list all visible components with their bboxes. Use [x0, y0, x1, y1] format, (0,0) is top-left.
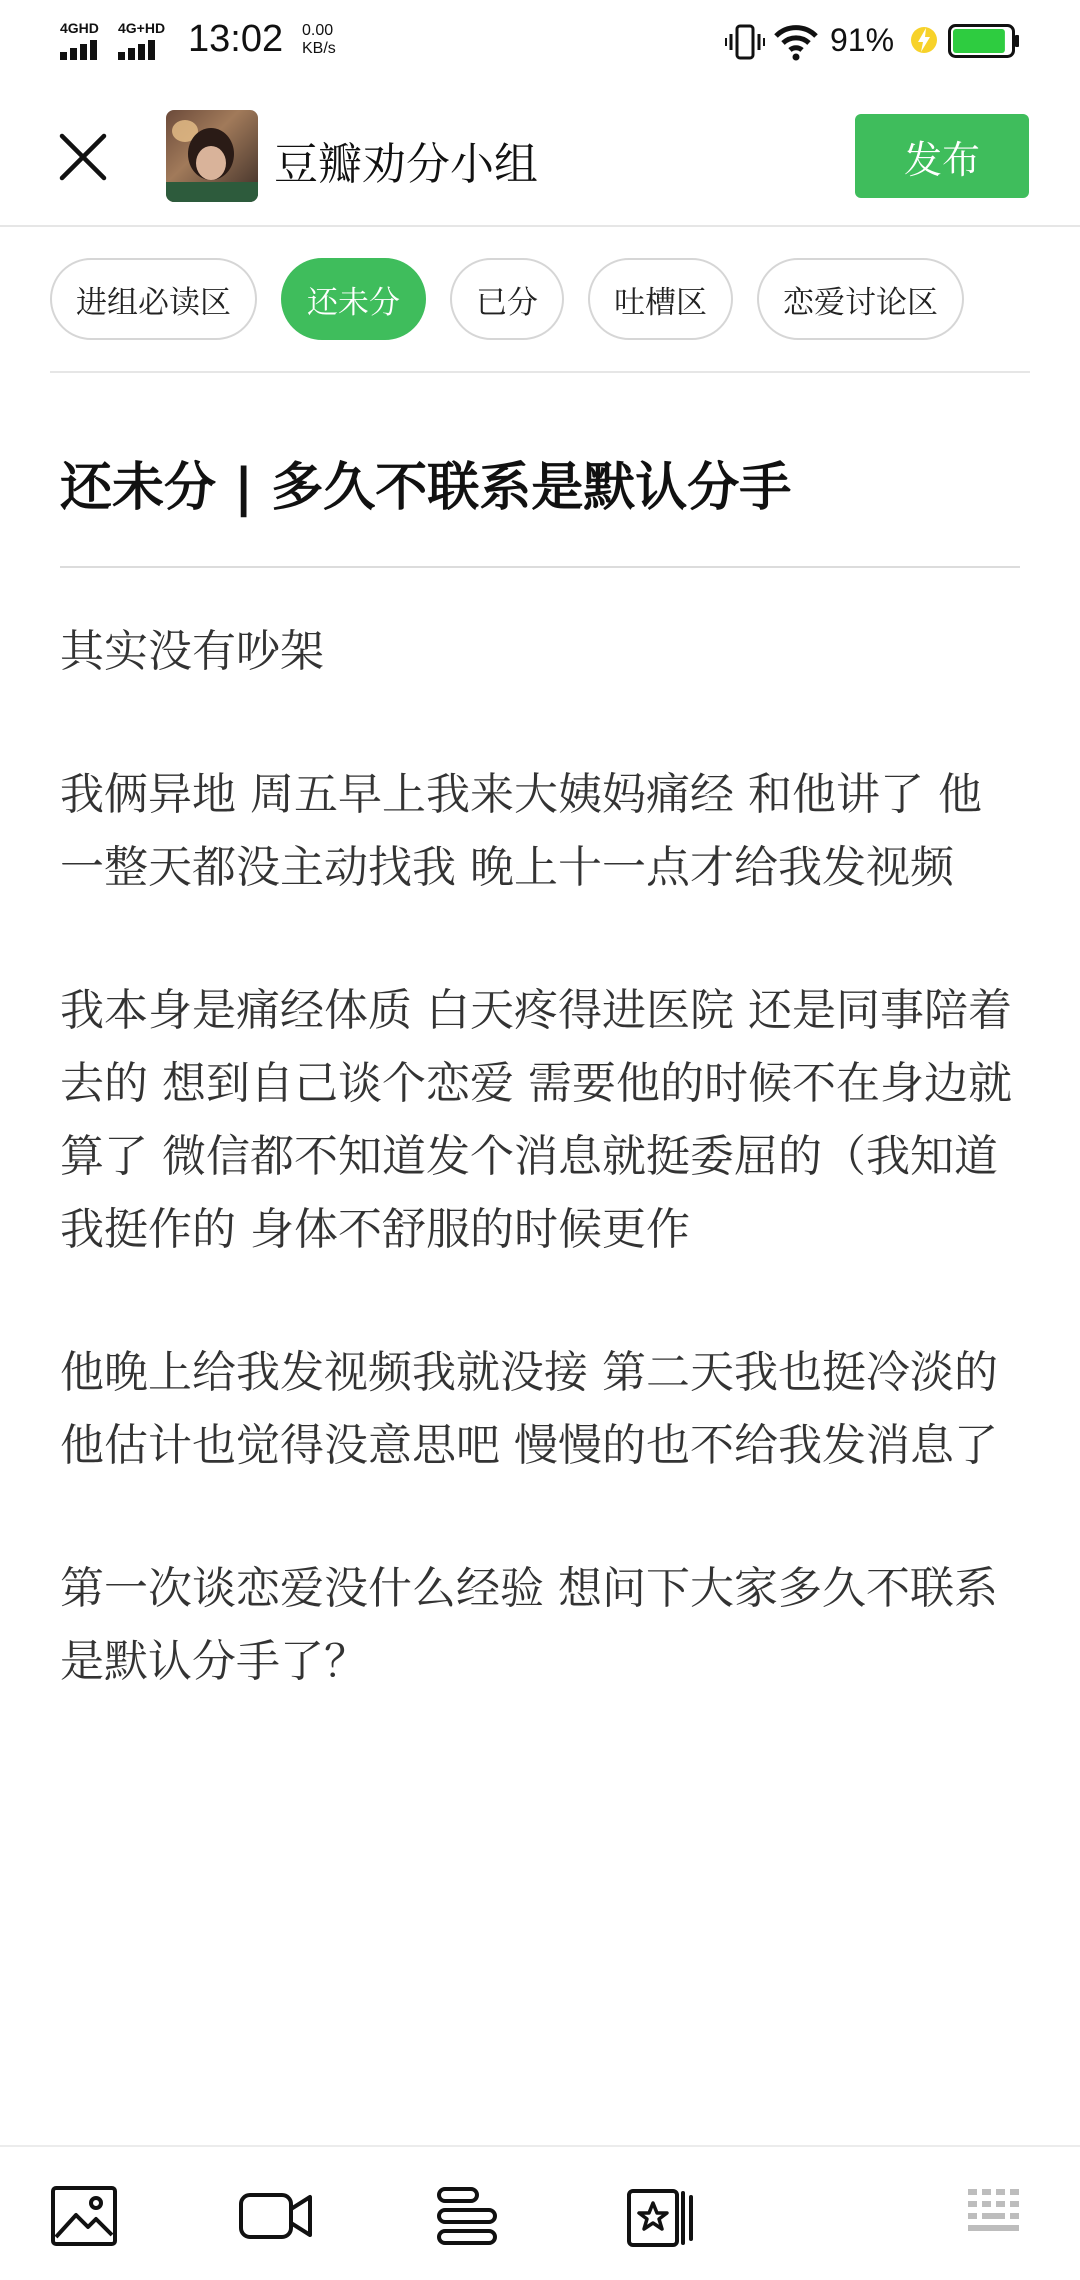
status-bar [0, 0, 1080, 90]
title-divider [60, 566, 1020, 568]
editor-toolbar [0, 2145, 1080, 2280]
image-icon[interactable] [50, 2185, 118, 2247]
tab-not-yet-broken-up[interactable]: 还未分 [281, 258, 426, 340]
video-icon[interactable] [238, 2185, 314, 2247]
sticker-icon[interactable] [625, 2185, 697, 2249]
tab-must-read[interactable]: 进组必读区 [50, 258, 257, 340]
post-body[interactable] [60, 615, 1020, 1768]
tabs-divider [50, 371, 1030, 373]
post-title[interactable]: 还未分 | 多久不联系是默认分手 [60, 458, 792, 518]
net-speed [302, 22, 336, 58]
sim1-label: 4GHD [60, 20, 99, 36]
top-app-bar [0, 90, 1080, 227]
close-icon[interactable] [52, 126, 114, 188]
charging-bolt-icon [910, 22, 938, 58]
category-tabs [50, 258, 964, 340]
body-paragraph: 第一次谈恋爱没什么经验 想问下大家多久不联系是默认分手了？ [60, 1563, 998, 1687]
sim1-signal-icon [60, 20, 112, 60]
tab-broken-up[interactable]: 已分 [450, 258, 564, 340]
body-paragraph: 他晚上给我发视频我就没接 第二天我也挺冷淡的 他估计也觉得没意思吧 慢慢的也不给我发消息了 [60, 1347, 998, 1471]
battery-icon [948, 24, 1020, 58]
sim2-signal-icon [118, 20, 170, 60]
tab-love-discussion[interactable]: 恋爱讨论区 [757, 258, 964, 340]
text-format-icon[interactable] [435, 2185, 499, 2247]
body-paragraph: 其实没有吵架 [60, 626, 324, 677]
net-speed-unit: KB/s [302, 40, 336, 57]
keyboard-icon[interactable] [966, 2185, 1024, 2237]
wifi-icon [772, 22, 820, 62]
vibrate-icon [725, 22, 765, 62]
group-avatar[interactable] [166, 110, 258, 202]
battery-percent: 91% [830, 22, 895, 58]
publish-button[interactable]: 发布 [855, 114, 1029, 198]
sim2-label: 4G+HD [118, 20, 166, 36]
net-speed-value: 0.00 [302, 22, 334, 39]
tab-rant-zone[interactable]: 吐槽区 [588, 258, 733, 340]
clock: 13:02 [188, 18, 284, 60]
group-name[interactable]: 豆瓣劝分小组 [274, 139, 538, 190]
body-paragraph: 我本身是痛经体质 白天疼得进医院 还是同事陪着去的 想到自己谈个恋爱 需要他的时候不在身边就算了 微信都不知道发个消息就挺委屈的（我知道我挺作的 身体不舒服的时候更作 [60, 985, 1012, 1255]
body-paragraph: 我俩异地 周五早上我来大姨妈痛经 和他讲了 他一整天都没主动找我 晚上十一点才给我发视频 [60, 769, 982, 893]
